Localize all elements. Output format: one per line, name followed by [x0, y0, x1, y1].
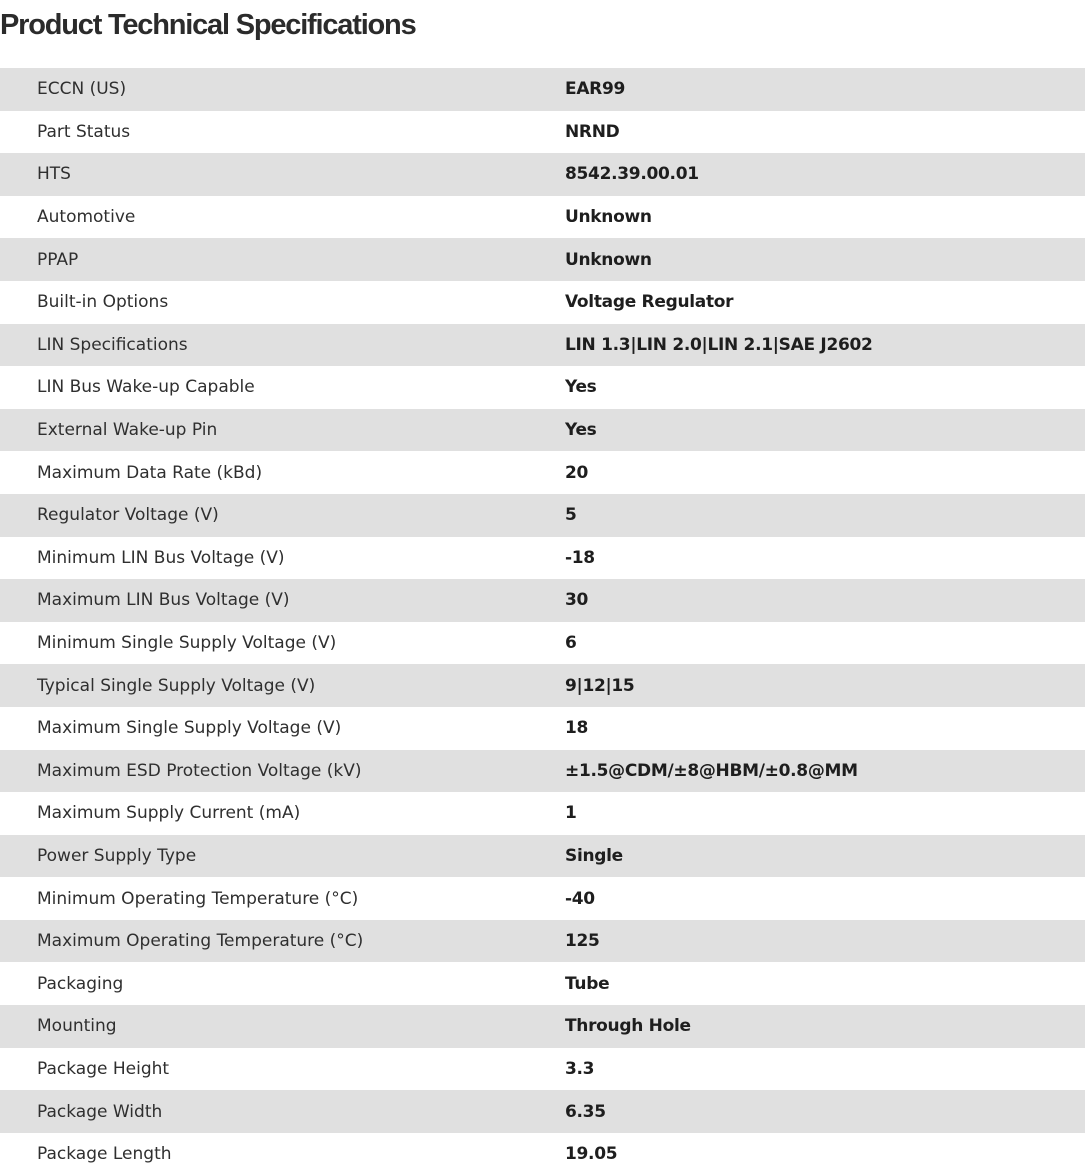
spec-row: [0, 707, 1085, 750]
spec-value: 18: [565, 707, 1085, 750]
spec-label: Part Status: [0, 111, 565, 154]
spec-label: Built-in Options: [0, 281, 565, 324]
spec-label: Minimum Single Supply Voltage (V): [0, 622, 565, 665]
spec-row: [0, 494, 1085, 537]
spec-row: [0, 792, 1085, 835]
spec-row: [0, 920, 1085, 963]
spec-value: 6.35: [565, 1090, 1085, 1133]
spec-value: 20: [565, 451, 1085, 494]
spec-value: 5: [565, 494, 1085, 537]
spec-row: [0, 238, 1085, 281]
spec-row: [0, 579, 1085, 622]
spec-label: PPAP: [0, 238, 565, 281]
spec-label: Maximum Data Rate (kBd): [0, 451, 565, 494]
spec-value: 125: [565, 920, 1085, 963]
spec-row: [0, 196, 1085, 239]
spec-label: HTS: [0, 153, 565, 196]
spec-value: Unknown: [565, 196, 1085, 239]
spec-row: [0, 111, 1085, 154]
spec-table: [0, 68, 1085, 1175]
spec-row: [0, 68, 1085, 111]
spec-label: Maximum Single Supply Voltage (V): [0, 707, 565, 750]
spec-label: Mounting: [0, 1005, 565, 1048]
spec-row: [0, 451, 1085, 494]
spec-value: Yes: [565, 366, 1085, 409]
spec-value: NRND: [565, 111, 1085, 154]
spec-label: Package Height: [0, 1048, 565, 1091]
spec-row: [0, 877, 1085, 920]
spec-label: Minimum LIN Bus Voltage (V): [0, 537, 565, 580]
spec-row: [0, 835, 1085, 878]
spec-row: [0, 366, 1085, 409]
spec-label: LIN Bus Wake-up Capable: [0, 366, 565, 409]
page-title: Product Technical Specifications: [0, 9, 416, 41]
spec-row: [0, 537, 1085, 580]
spec-row: [0, 622, 1085, 665]
spec-value: Voltage Regulator: [565, 281, 1085, 324]
spec-row: [0, 664, 1085, 707]
spec-label: External Wake-up Pin: [0, 409, 565, 452]
spec-label: Maximum Operating Temperature (°C): [0, 920, 565, 963]
spec-value: Tube: [565, 962, 1085, 1005]
spec-label: Power Supply Type: [0, 835, 565, 878]
spec-value: Unknown: [565, 238, 1085, 281]
spec-row: [0, 153, 1085, 196]
spec-value: 3.3: [565, 1048, 1085, 1091]
spec-label: Packaging: [0, 962, 565, 1005]
spec-value: 1: [565, 792, 1085, 835]
spec-label: Maximum Supply Current (mA): [0, 792, 565, 835]
spec-label: Typical Single Supply Voltage (V): [0, 664, 565, 707]
spec-label: Package Length: [0, 1133, 565, 1175]
spec-label: Automotive: [0, 196, 565, 239]
spec-row: [0, 1048, 1085, 1091]
spec-row: [0, 1090, 1085, 1133]
spec-row: [0, 409, 1085, 452]
spec-label: Maximum LIN Bus Voltage (V): [0, 579, 565, 622]
spec-label: Maximum ESD Protection Voltage (kV): [0, 750, 565, 793]
spec-label: ECCN (US): [0, 68, 565, 111]
spec-label: Regulator Voltage (V): [0, 494, 565, 537]
spec-label: LIN Specifications: [0, 324, 565, 367]
spec-label: Package Width: [0, 1090, 565, 1133]
spec-value: 6: [565, 622, 1085, 665]
spec-row: [0, 750, 1085, 793]
spec-row: [0, 962, 1085, 1005]
spec-row: [0, 1005, 1085, 1048]
spec-value: -40: [565, 877, 1085, 920]
spec-value: LIN 1.3|LIN 2.0|LIN 2.1|SAE J2602: [565, 324, 1085, 367]
spec-value: 19.05: [565, 1133, 1085, 1175]
spec-value: EAR99: [565, 68, 1085, 111]
spec-value: Through Hole: [565, 1005, 1085, 1048]
spec-table-body: [0, 68, 1085, 1175]
spec-value: 30: [565, 579, 1085, 622]
spec-label: Minimum Operating Temperature (°C): [0, 877, 565, 920]
spec-value: Single: [565, 835, 1085, 878]
spec-value: 9|12|15: [565, 664, 1085, 707]
spec-value: ±1.5@CDM/±8@HBM/±0.8@MM: [565, 750, 1085, 793]
spec-value: 8542.39.00.01: [565, 153, 1085, 196]
spec-value: -18: [565, 537, 1085, 580]
spec-row: [0, 324, 1085, 367]
spec-row: [0, 281, 1085, 324]
spec-value: Yes: [565, 409, 1085, 452]
